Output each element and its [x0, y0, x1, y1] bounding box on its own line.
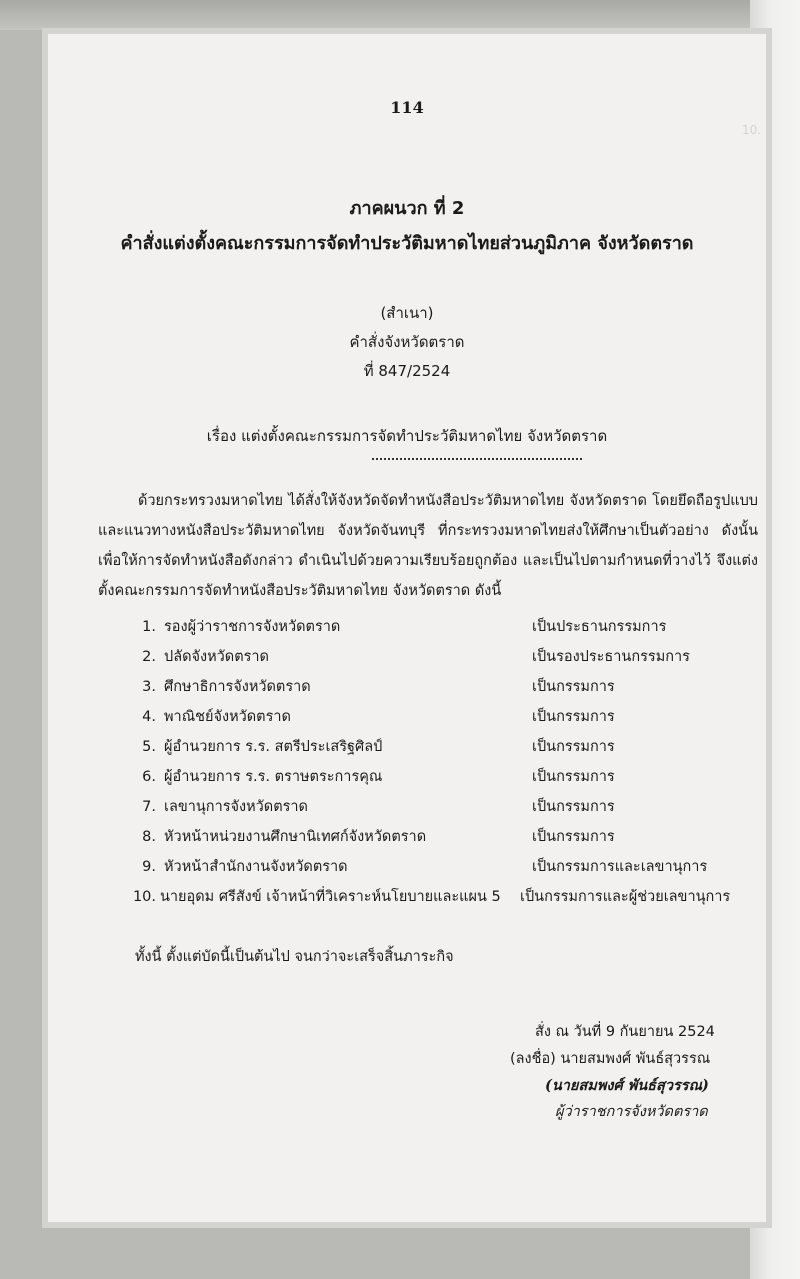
member-number: 8.: [142, 829, 156, 845]
member-number: 1.: [142, 619, 156, 635]
member-number: 3.: [142, 679, 156, 695]
dotted-separator: [372, 458, 582, 460]
list-item: [130, 732, 770, 762]
list-item: [130, 762, 770, 792]
member-role: เป็นกรรมการ: [532, 709, 615, 725]
list-item: [130, 612, 770, 642]
signatory-title: ผู้ว่าราชการจังหวัดตราด: [555, 1104, 708, 1120]
member-position: รองผู้ว่าราชการจังหวัดตราด: [164, 619, 341, 635]
member-number: 4.: [142, 709, 156, 725]
member-role: เป็นกรรมการ: [532, 679, 615, 695]
member-number: 10.: [132, 889, 156, 905]
member-role: เป็นรองประธานกรรมการ: [532, 649, 690, 665]
order-date: สั่ง ณ วันที่ 9 กันยายน 2524: [535, 1024, 715, 1040]
member-position: หัวหน้าหน่วยงานศึกษานิเทศก์จังหวัดตราด: [164, 829, 427, 845]
member-role: เป็นกรรมการ: [532, 769, 615, 785]
member-role: เป็นกรรมการ: [532, 829, 615, 845]
appendix-heading: ภาคผนวก ที่ 2: [349, 198, 465, 219]
order-subject: เรื่อง แต่งตั้งคณะกรรมการจัดทำประวัติมหาดไทย จังหวัดตราด: [206, 427, 608, 445]
member-role: เป็นกรรมการและผู้ช่วยเลขานุการ: [520, 889, 731, 905]
member-position: เลขานุการจังหวัดตราด: [164, 799, 308, 815]
member-number: 6.: [142, 769, 156, 785]
member-position: ผู้อำนวยการ ร.ร. ตราษตระการคุณ: [164, 769, 383, 785]
copy-note: (สำเนา): [380, 304, 434, 322]
member-position: นายอุดม ศรีสังข์ เจ้าหน้าที่วิเคราะห์นโยบายและแผน 5: [160, 889, 501, 905]
committee-member-list: [130, 612, 770, 912]
member-position: ปลัดจังหวัดตราด: [164, 649, 269, 665]
member-number: 2.: [142, 649, 156, 665]
appendix-subheading: คำสั่งแต่งตั้งคณะกรรมการจัดทำประวัติมหาดไทยส่วนภูมิภาค จังหวัดตราด: [120, 233, 694, 254]
member-number: 5.: [142, 739, 156, 755]
closing-statement: ทั้งนี้ ตั้งแต่บัดนี้เป็นต้นไป จนกว่าจะเสร็จสิ้นภาระกิจ: [135, 949, 454, 965]
list-item: [130, 792, 770, 822]
list-item: [130, 642, 770, 672]
list-item: [130, 852, 770, 882]
order-number: ที่ 847/2524: [363, 362, 451, 380]
member-role: เป็นกรรมการ: [532, 739, 615, 755]
member-position: ศึกษาธิการจังหวัดตราด: [164, 679, 311, 695]
list-item: [130, 702, 770, 732]
signatory-name: (นายสมพงศ์ พันธ์สุวรรณ): [545, 1077, 709, 1094]
member-role: เป็นกรรมการและเลขานุการ: [532, 859, 708, 875]
list-item: [130, 882, 770, 912]
page-number: 114: [390, 98, 424, 117]
scan-edge-top: [0, 0, 800, 30]
bleed-through-text: 10.: [742, 123, 762, 137]
member-number: 9.: [142, 859, 156, 875]
member-position: ผู้อำนวยการ ร.ร. สตรีประเสริฐศิลป์: [164, 739, 383, 755]
member-position: พาณิชย์จังหวัดตราด: [164, 709, 291, 725]
member-number: 7.: [142, 799, 156, 815]
member-role: เป็นประธานกรรมการ: [532, 619, 667, 635]
order-title: คำสั่งจังหวัดตราด: [349, 333, 465, 351]
member-position: หัวหน้าสำนักงานจังหวัดตราด: [164, 859, 348, 875]
member-role: เป็นกรรมการ: [532, 799, 615, 815]
signature-line: (ลงชื่อ) นายสมพงศ์ พันธ์สุวรรณ: [510, 1051, 711, 1067]
body-paragraph: ด้วยกระทรวงมหาดไทย ได้สั่งให้จังหวัดจัดทำหนังสือประวัติมหาดไทย จังหวัดตราด โดยยึดถือรูปแบบและแนวทางหนังสือประวัติมหาดไทย จังหวัดจันทบุรี ที่กระทรวงมหาดไทยส่งให้ศึกษาเป็นตัวอย่าง ดังนั้น เพื่อให้การจัดทำหนังสือดังกล่าว ดำเนินไปด้วยความเรียบร้อยถูกต้อง และเป็นไปตามกำหนดที่วางไว้ จึงแต่งตั้งคณะกรรมการจัดทำหนังสือประวัติมหาดไทย จังหวัดตราด ดังนี้: [98, 493, 758, 599]
list-item: [130, 672, 770, 702]
list-item: [130, 822, 770, 852]
